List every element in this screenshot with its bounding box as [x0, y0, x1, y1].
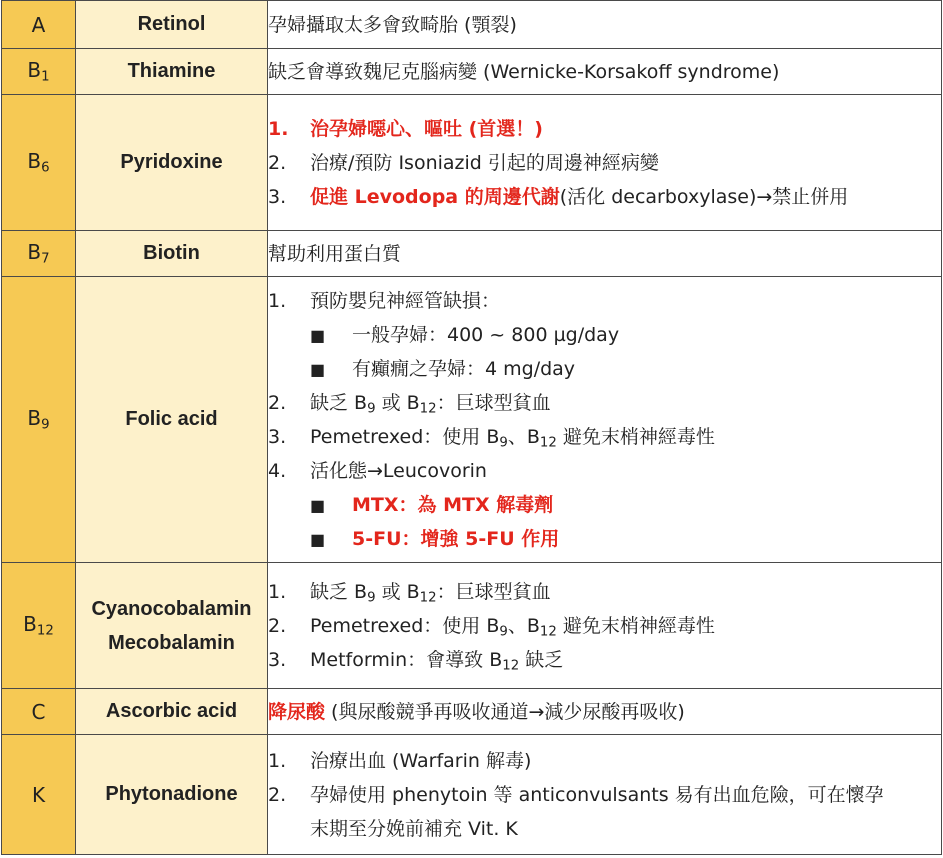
- list-item: 4. 活化態→Leucovorin: [268, 459, 487, 482]
- vitamin-cell: $B_7$: [2, 231, 76, 277]
- list-item: 2. 缺乏 $B_9$ 或 $B_{12}$：巨球型貧血: [268, 391, 551, 416]
- list-item: ■ 一般孕婦：400 ~ 800 µg/day: [310, 323, 620, 346]
- vitamin-name: Cyanocobalamin Mecobalamin: [76, 563, 268, 689]
- list-item: 3. Pemetrexed：使用 $B_9$、$B_{12}$ 避免末梢神經毒性: [268, 425, 715, 450]
- vitamin-name: Ascorbic acid: [76, 689, 268, 735]
- vitamin-description: 孕婦攝取太多會致畸胎 (顎裂): [268, 1, 942, 49]
- vitamin-description: [268, 735, 942, 855]
- table-row: [2, 231, 942, 277]
- list-item: 2. 治療/預防 Isoniazid 引起的周邊神經病變: [268, 151, 659, 174]
- vitamin-name: Retinol: [76, 1, 268, 49]
- table-row: [2, 277, 942, 563]
- list-item: 3. 促進 Levodopa 的周邊代謝(活化 decarboxylase)→禁止併用: [268, 185, 849, 208]
- table-row: [2, 563, 942, 689]
- vitamin-name: Pyridoxine: [76, 95, 268, 231]
- list-item: ■ 5-FU：增強 5-FU 作用: [310, 527, 560, 550]
- vitamin-cell: A: [2, 1, 76, 49]
- vitamin-description: [268, 563, 942, 689]
- list-item: 2. Pemetrexed：使用 $B_9$、$B_{12}$ 避免末梢神經毒性: [268, 614, 715, 639]
- vitamin-description: [268, 277, 942, 563]
- table-row: [2, 689, 942, 735]
- list-item: 末期至分娩前補充 Vit. K: [310, 817, 518, 840]
- vitamin-cell: $B_1$: [2, 49, 76, 95]
- vitamin-cell: K: [2, 735, 76, 855]
- vitamin-cell: C: [2, 689, 76, 735]
- table-row: [2, 49, 942, 95]
- list-item: 1. 治孕婦噁心、嘔吐 (首選！): [268, 117, 543, 140]
- table-row: [2, 95, 942, 231]
- vitamin-description: [268, 95, 942, 231]
- list-item: 2. 孕婦使用 phenytoin 等 anticonvulsants 易有出血危險，可在懷孕: [268, 783, 884, 806]
- vitamin-cell: $B_6$: [2, 95, 76, 231]
- vitamin-name: Folic acid: [76, 277, 268, 563]
- vitamin-name: Biotin: [76, 231, 268, 277]
- table-row: [2, 1, 942, 49]
- vitamin-description: 降尿酸 (與尿酸競爭再吸收通道→減少尿酸再吸收): [268, 689, 942, 735]
- vitamin-name: Phytonadione: [76, 735, 268, 855]
- list-item: 1. 治療出血 (Warfarin 解毒): [268, 749, 532, 772]
- list-item: ■ 有癲癇之孕婦：4 mg/day: [310, 357, 576, 380]
- vitamin-description: 缺乏會導致魏尼克腦病變 (Wernicke-Korsakoff syndrome): [268, 49, 942, 95]
- vitamin-description: 幫助利用蛋白質: [268, 231, 942, 277]
- vitamin-table: [1, 0, 942, 855]
- list-item: 1. 預防嬰兒神經管缺損：: [268, 289, 501, 312]
- list-item: ■ MTX：為 MTX 解毒劑: [310, 493, 554, 516]
- table-row: [2, 735, 942, 855]
- list-item: 1. 缺乏 $B_9$ 或 $B_{12}$：巨球型貧血: [268, 580, 551, 605]
- list-item: 3. Metformin：會導致 $B_{12}$ 缺乏: [268, 648, 564, 673]
- vitamin-name: Thiamine: [76, 49, 268, 95]
- vitamin-cell: $B_{12}$: [2, 563, 76, 689]
- vitamin-cell: $B_9$: [2, 277, 76, 563]
